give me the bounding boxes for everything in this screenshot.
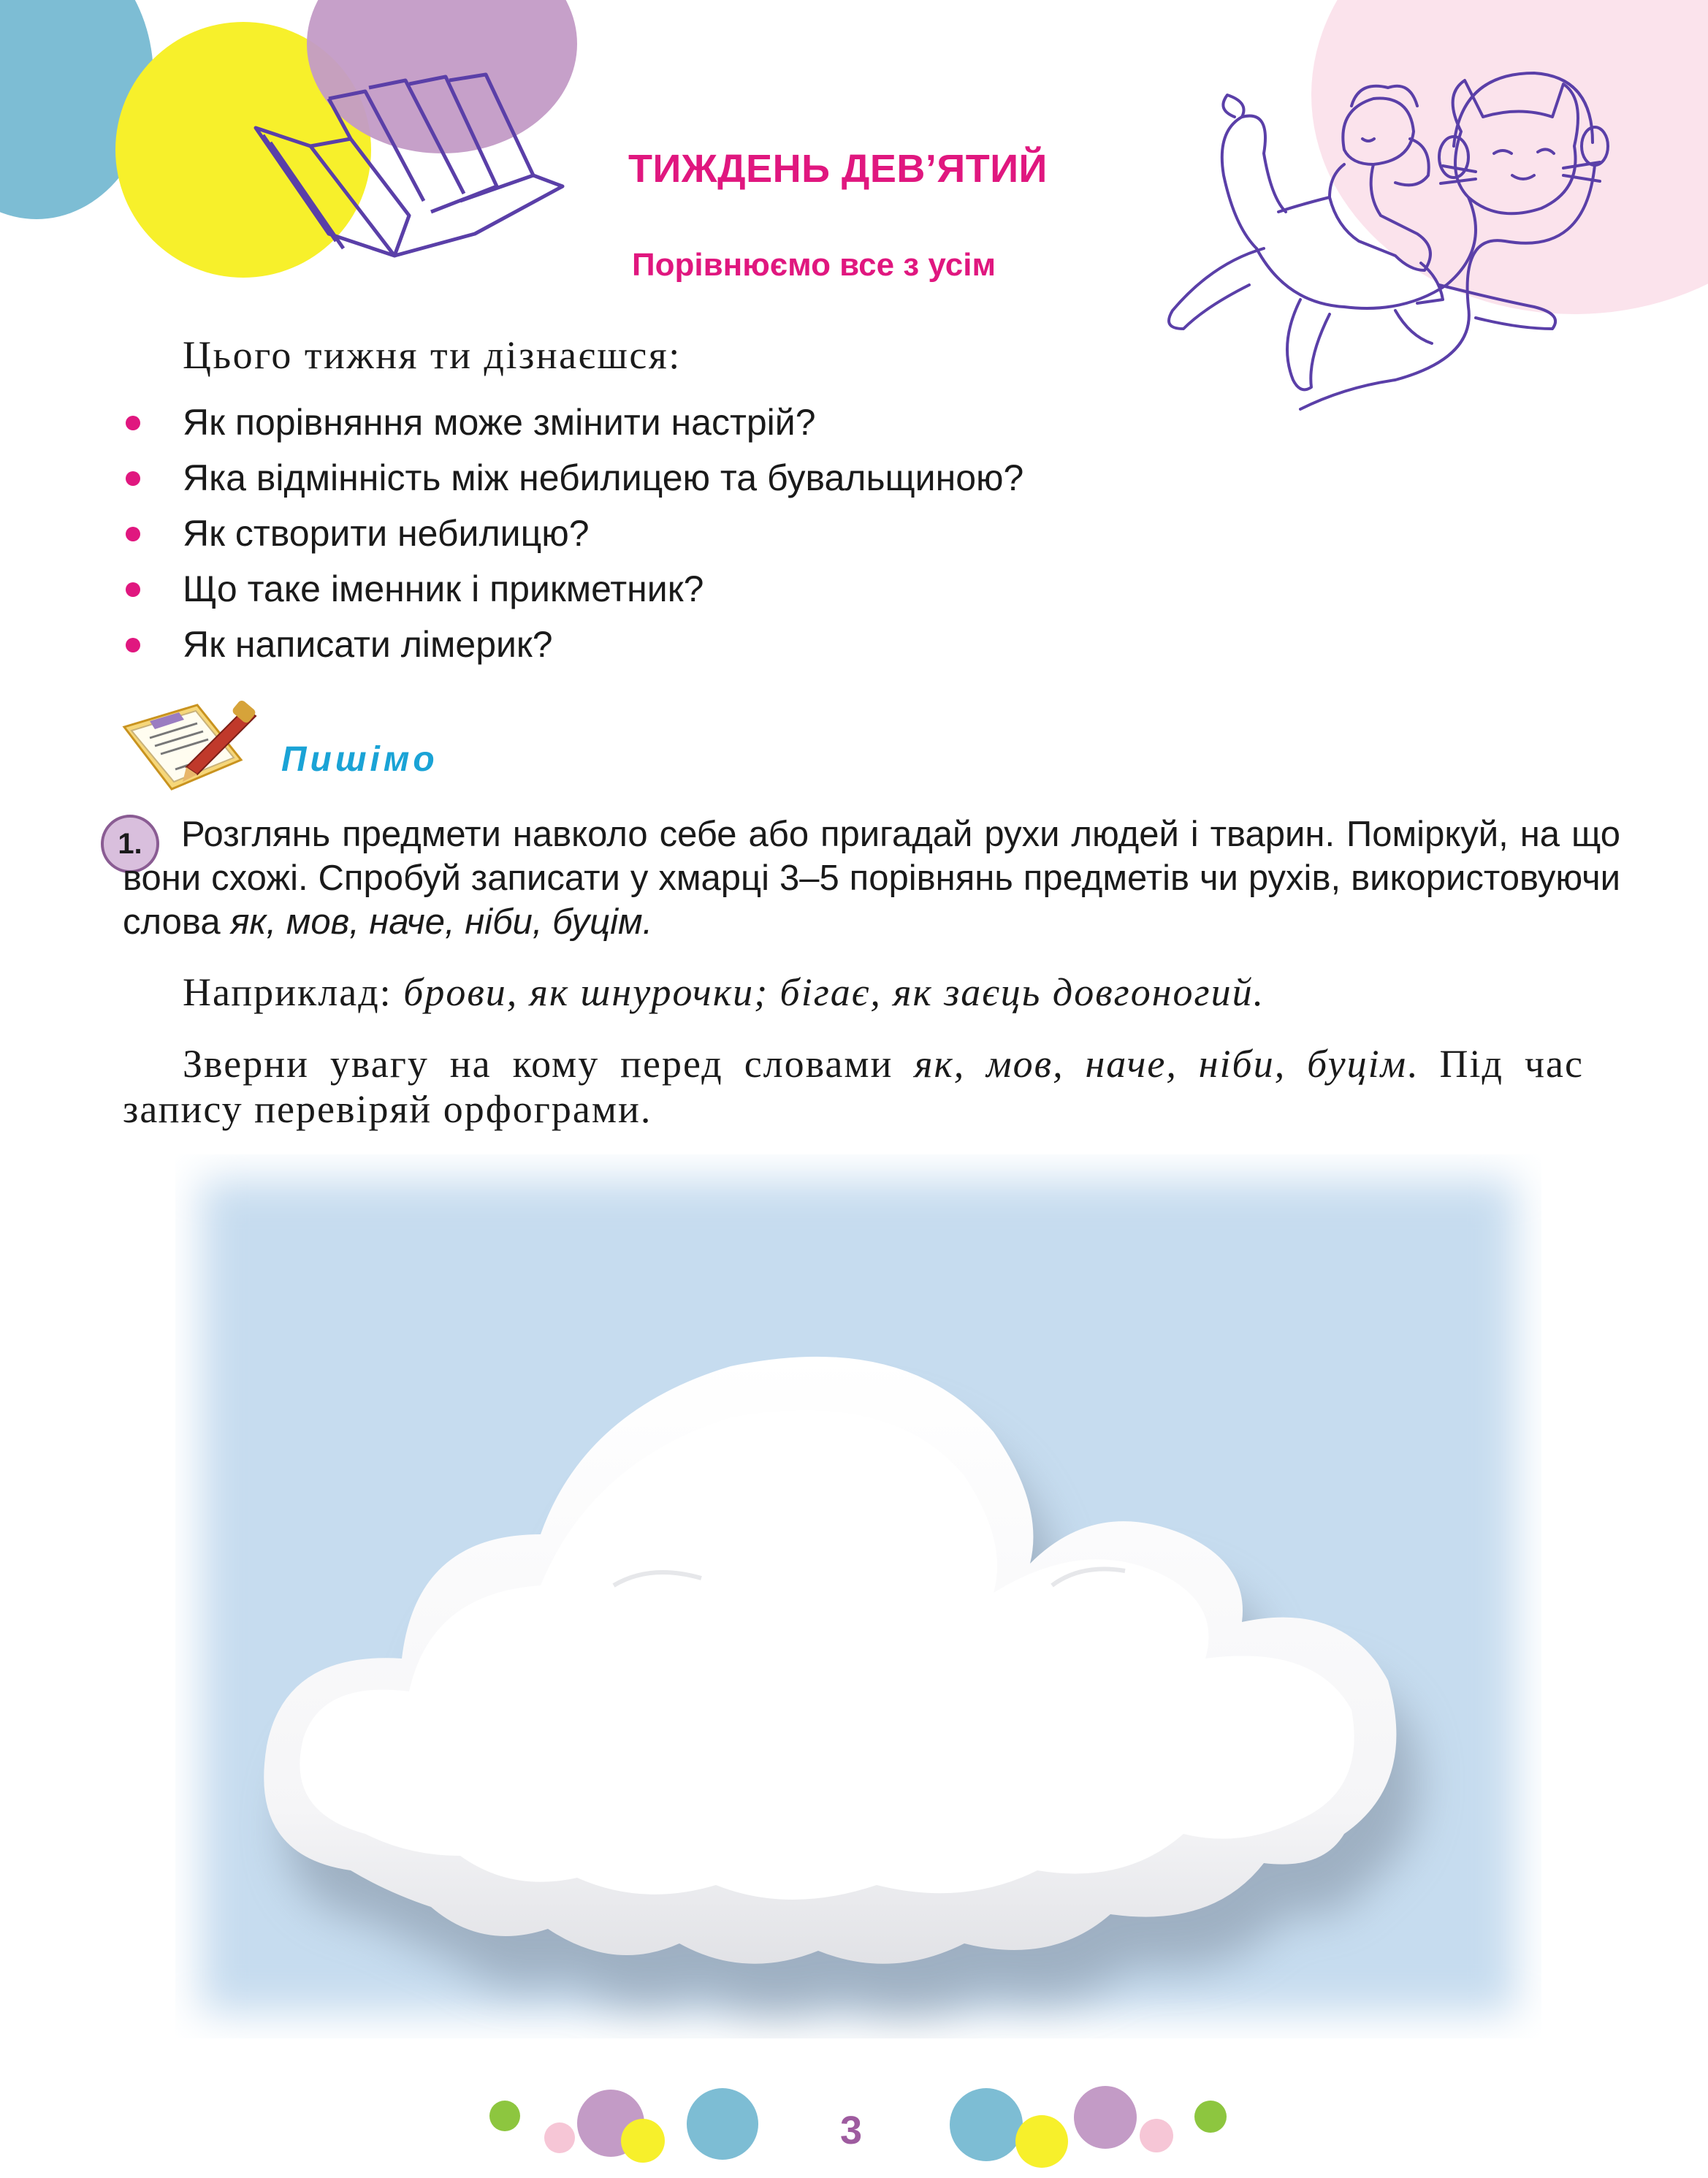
note-text-1: Зверни увагу на кому перед словами [183, 1042, 915, 1086]
decor-dot-yellow [1015, 2115, 1068, 2168]
week-title: ТИЖДЕНЬ ДЕВ’ЯТИЙ [628, 147, 1048, 191]
decor-dot-blue [950, 2088, 1023, 2161]
cat-rider-illustration [1154, 66, 1622, 431]
task-note [123, 1041, 1584, 1132]
section-label: Пишімо [281, 740, 438, 779]
list-item-text: Як написати лімерик? [183, 624, 553, 665]
decor-dot-pink [1140, 2119, 1173, 2152]
list-item [124, 395, 1023, 450]
example-text: брови, як шнурочки; бігає, як заєць довгоногий. [403, 970, 1265, 1014]
decor-dot-pink [544, 2122, 575, 2153]
decor-dot-yellow [621, 2119, 665, 2163]
list-item [124, 617, 1023, 672]
clipboard-pen-icon [117, 698, 263, 796]
intro-text: Цього тижня ти дізнаєшся: [183, 333, 682, 377]
bullet-dot-icon [126, 638, 140, 652]
list-item [124, 450, 1023, 506]
bullet-dot-icon [126, 471, 140, 486]
task-text-plain: Розглянь предмети навколо себе або пригадай рухи людей і тварин. Поміркуй, на що вони схожі. Спробуй записати у хмарці 3–5 порівнянь предметів чи рухів, використовуючи слова [123, 815, 1620, 942]
page-number: 3 [840, 2109, 863, 2152]
week-subtitle: Порівнюємо все з усім [632, 247, 996, 283]
task-number-badge: 1. [101, 815, 159, 873]
example-line [183, 970, 1265, 1015]
decor-dot-purple [1074, 2086, 1137, 2149]
list-item-text: Яка відмінність між небилицею та бувальщиною? [183, 457, 1024, 498]
learning-goals-list [124, 395, 1023, 672]
task-instruction [123, 812, 1620, 944]
list-item-text: Як порівняння може змінити настрій? [183, 402, 816, 443]
decor-dot-green [489, 2101, 520, 2131]
list-item-text: Що таке іменник і прикметник? [183, 568, 704, 609]
example-label: Наприклад: [183, 970, 404, 1014]
decor-dot-green [1194, 2101, 1227, 2133]
note-text-2: . Під час запису перевіряй орфограми. [123, 1042, 1584, 1131]
note-text-italic: як, мов, наче, ніби, буцім [914, 1042, 1408, 1086]
bullet-dot-icon [126, 416, 140, 430]
book-icon [241, 66, 584, 278]
task-text-italic: як, мов, наче, ніби, буцім. [230, 902, 653, 942]
cloud-writing-area[interactable] [175, 1154, 1541, 2038]
list-item-text: Як створити небилицю? [183, 513, 590, 554]
bullet-dot-icon [126, 582, 140, 597]
decor-dot-blue [687, 2088, 758, 2160]
list-item [124, 561, 1023, 617]
list-item [124, 506, 1023, 561]
bullet-dot-icon [126, 527, 140, 541]
